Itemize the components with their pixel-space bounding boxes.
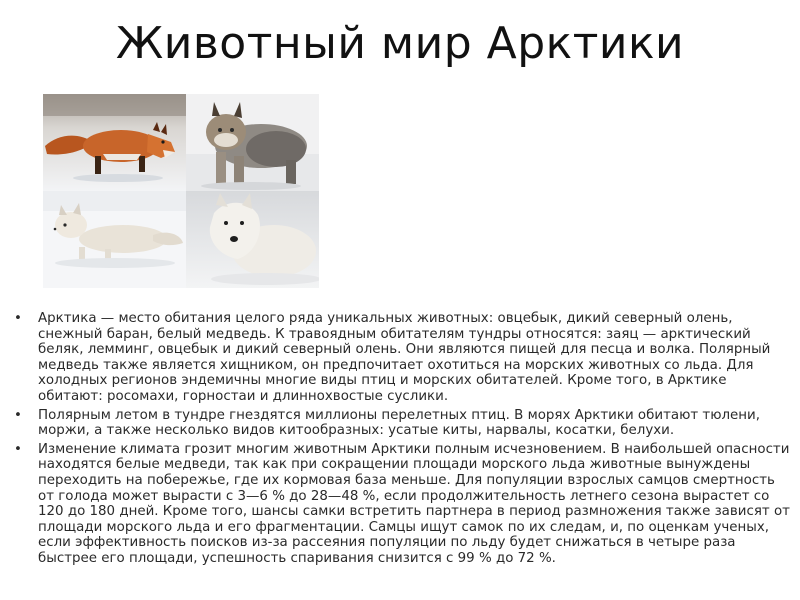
slide-title: Животный мир Арктики xyxy=(115,18,685,69)
bullet-text: Арктика — место обитания целого ряда уникальных животных: овцебык, дикий северный олень, снежный баран, белый медведь. К травоядным обитателям тундры относятся: заяц — арктический беляк, лемминг, овцебык и дикий северный олень. Они являются пищей для песца и волка. Полярный медведь также является хищником, он предпочитает охотиться на морских животных со льда. Для холодных регионов эндемичны многие виды птиц и морских обитателей. Кроме того, в Арктике обитают: росомахи, горностаи и длиннохвостые суслики. xyxy=(38,311,771,404)
bullet-item xyxy=(10,311,795,405)
bullet-item xyxy=(10,408,795,439)
bullet-item xyxy=(10,442,795,567)
bullet-marker: • xyxy=(14,441,22,457)
white-wolf-photo xyxy=(186,191,319,288)
bullet-list xyxy=(10,311,795,570)
bullet-text: Полярным летом в тундре гнездятся миллионы перелетных птиц. В морях Арктики обитают тюлени, моржи, а также несколько видов китообразных: усатые киты, нарвалы, косатки, белухи. xyxy=(38,407,760,439)
animal-photo-grid xyxy=(43,94,319,288)
bullet-marker: • xyxy=(14,311,22,326)
red-fox-photo xyxy=(43,94,186,191)
bullet-text: Изменение климата грозит многим животным Арктики полным исчезновением. В наибольшей опасности находятся белые медведи, так как при сокращении площади морского льда животные вынуждены переходить на побережье, где их кормовая база меньше. Для популяции взрослых самцов смертность от голода может вырасти с 3—6 % до 28—48 %, если продолжительность летнего сезона вырастет со 120 до 180 дней. Кроме того, шансы самки встретить партнера в период размножения также зависят от площади морского льда и его фрагментации. Самцы ищут самок по их следам, и, по оценкам ученых, если эффективность поисков из-за рассеяния популяции по льду будет снижаться в четыре раза быстрее его площади, успешность спаривания снизится с 99 % до 72 %. xyxy=(38,441,790,566)
bullet-marker: • xyxy=(14,407,22,423)
lynx-photo xyxy=(186,94,319,191)
arctic-fox-photo xyxy=(43,191,186,288)
